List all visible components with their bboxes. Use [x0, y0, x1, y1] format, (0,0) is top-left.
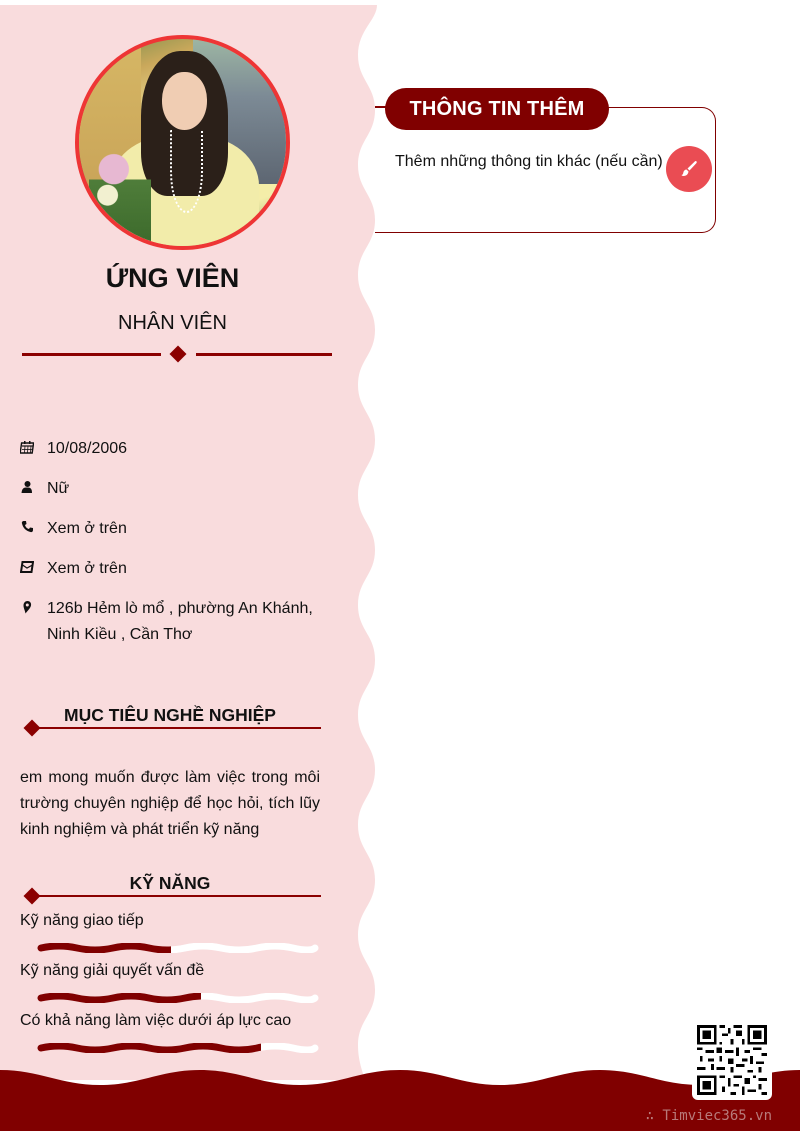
skill-bar-pressure[interactable] [36, 1043, 320, 1053]
contact-address-value: 126b Hẻm lò mổ , phường An Khánh, Ninh Kiều , Cần Thơ [47, 600, 313, 643]
contact-address[interactable] [20, 596, 340, 648]
calendar-icon [20, 436, 47, 458]
avatar[interactable] [75, 35, 290, 250]
contact-gender[interactable] [20, 476, 340, 502]
contact-email-value: Xem ở trên [47, 560, 127, 577]
objective-title-line [36, 727, 321, 729]
paintbrush-icon [679, 159, 699, 179]
name-divider-right [196, 353, 332, 356]
contact-phone[interactable] [20, 516, 340, 542]
skills-title-line [36, 895, 321, 897]
candidate-position[interactable]: NHÂN VIÊN [118, 312, 227, 334]
avatar-flowers [89, 138, 151, 242]
skill-bar-communication[interactable] [36, 943, 320, 953]
skill-bar-problem-solving[interactable] [36, 993, 320, 1003]
candidate-name[interactable]: ỨNG VIÊN [105, 263, 240, 293]
user-icon [20, 476, 47, 498]
extra-info-text[interactable]: Thêm những thông tin khác (nếu cần) [395, 153, 663, 170]
edit-style-button[interactable] [666, 146, 712, 192]
objective-title[interactable]: MỤC TIÊU NGHỀ NGHIỆP [64, 705, 276, 725]
contact-gender-value: Nữ [47, 480, 70, 497]
location-pin-icon [20, 596, 47, 618]
contact-email[interactable] [20, 556, 340, 582]
qr-code-icon [697, 1025, 767, 1095]
objective-text[interactable]: em mong muốn được làm việc trong môi trường chuyên nghiệp để học hỏi, tích lũy kinh nghiệm và phát triển kỹ năng [20, 769, 320, 838]
avatar-face [162, 72, 208, 130]
contact-birthday-value: 10/08/2006 [47, 440, 128, 457]
skills-title[interactable]: KỸ NĂNG [129, 873, 211, 893]
email-icon [20, 556, 47, 578]
extra-info-title[interactable]: THÔNG TIN THÊM [385, 88, 609, 130]
qr-code[interactable] [692, 1020, 772, 1100]
skill-label[interactable]: Có khả năng làm việc dưới áp lực cao [20, 1012, 292, 1029]
contact-birthday[interactable] [20, 436, 340, 462]
skill-label[interactable]: Kỹ năng giao tiếp [20, 912, 144, 929]
phone-icon [20, 516, 47, 538]
skill-label[interactable]: Kỹ năng giải quyết vấn đề [20, 962, 205, 979]
watermark: ∴ Timviec365.vn [645, 1108, 772, 1124]
contact-info-list [20, 436, 340, 666]
contact-phone-value: Xem ở trên [47, 520, 127, 537]
avatar-pearls [170, 130, 203, 213]
name-divider-left [22, 353, 161, 356]
